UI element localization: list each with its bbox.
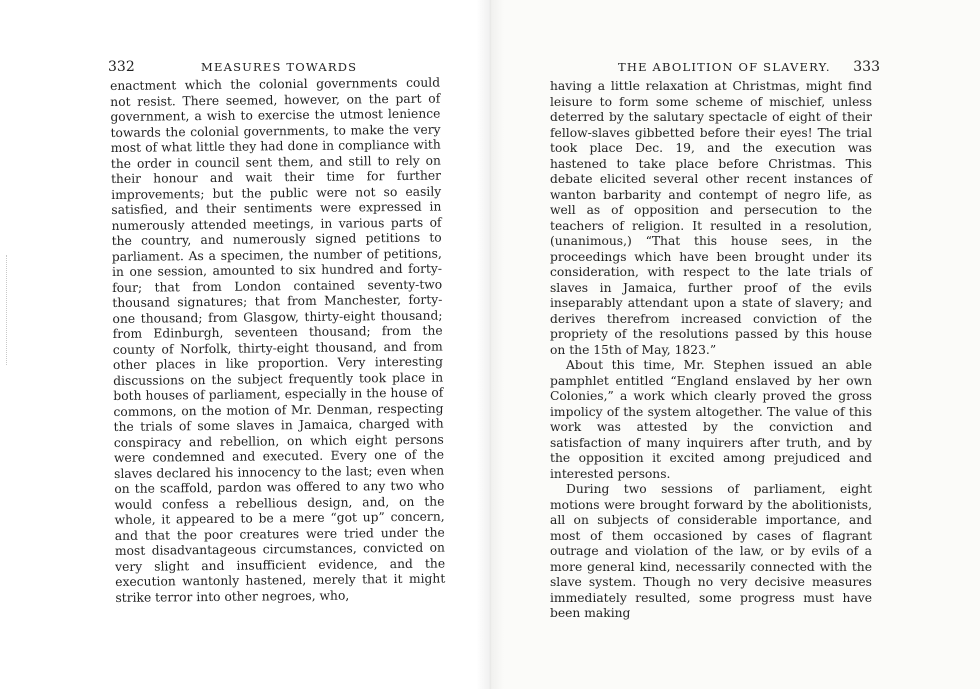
- right-running-head: THE ABOLITION OF SLAVERY.: [618, 60, 831, 74]
- book-gutter: [476, 0, 504, 689]
- left-running-head: MEASURES TOWARDS: [201, 60, 358, 74]
- left-running-header: [108, 59, 438, 75]
- left-paragraph-1: enactment which the colonial governments could not resist. There seemed, however, on the part of government, a wish to exercise the utmost lenience towards the colonial governments, to make the very most of what little they had done in compliance with the order in council sent them, and still to rely on their honour and wait their time for further improvements; but the public were not so easily satisfied, and their sentiments were expressed in numerously attended meetings, in various parts of the country, and numerously signed petitions to parliament. As a specimen, the number of petitions, in one session, amounted to six hundred and forty-four; that from London contained seventy-two thousand signatures; that from Manchester, forty-one thousand; from Glasgow, thirty-eight thousand; from Edinburgh, seventeen thousand; from the county of Norfolk, thirty-eight thousand, and from other places in like proportion. Very interesting discussions on the subject frequently took place in both houses of parliament, especially in the house of commons, on the motion of Mr. Denman, respecting the trials of some slaves in Jamaica, charged with conspiracy and rebellion, on which eight persons were condemned and executed. Every one of the slaves declared his innocency to the last; even when on the scaffold, pardon was offered to any two who would confess a rebellious design, and, on the whole, it appeared to be a mere “got up” concern, and that the poor creatures were tried under the most disadvantageous circumstances, convicted on very slight and insufficient evidence, and the execution wantonly hastened, merely that it might strike terror into other negroes, who,: [110, 75, 446, 605]
- left-body-text: [110, 76, 446, 606]
- right-paragraph-1: having a little relaxation at Christmas, might find leisure to form some scheme of mischief, unless deterred by the salutary spectacle of eight of their fellow-slaves gibbetted before their eyes! The trial took place Dec. 19, and the execution was hastened to take place before Christmas. This debate elicited several other recent instances of wanton barbarity and contempt of negro life, as well as of opposition and persecution to the teachers of religion. It resulted in a resolution, (unanimous,) “That this house sees, in the proceedings which have been brought under its consideration, with respect to the late trials of slaves in Jamaica, further proof of the evils inseparably attendant upon a state of slavery; and derives therefrom increased conviction of the propriety of the resolutions passed by this house on the 15th of May, 1823.”: [550, 79, 872, 357]
- right-page-number: 333: [853, 59, 880, 75]
- right-body-text: [550, 79, 872, 622]
- right-paragraph-2: About this time, Mr. Stephen issued an able pamphlet entitled “England enslaved by her own Colonies,” a work which clearly proved the gross impolicy of the system altogether. The value of this work was attested by the conviction and satisfaction of many inquirers after truth, and by the opposition it excited among prejudiced and interested persons.: [550, 358, 872, 481]
- right-running-header: [550, 59, 880, 75]
- left-page-number: 332: [108, 59, 135, 75]
- page-edge-mark: [6, 255, 9, 365]
- right-paragraph-3: During two sessions of parliament, eight motions were brought forward by the abolitionists, all on subjects of considerable importance, and most of them occasioned by cases of flagrant outrage and violation of the law, or by evils of a more general kind, necessarily connected with the slave system. Though no very decisive measures immediately resulted, some progress must have been making: [550, 482, 872, 620]
- right-page: [490, 0, 980, 689]
